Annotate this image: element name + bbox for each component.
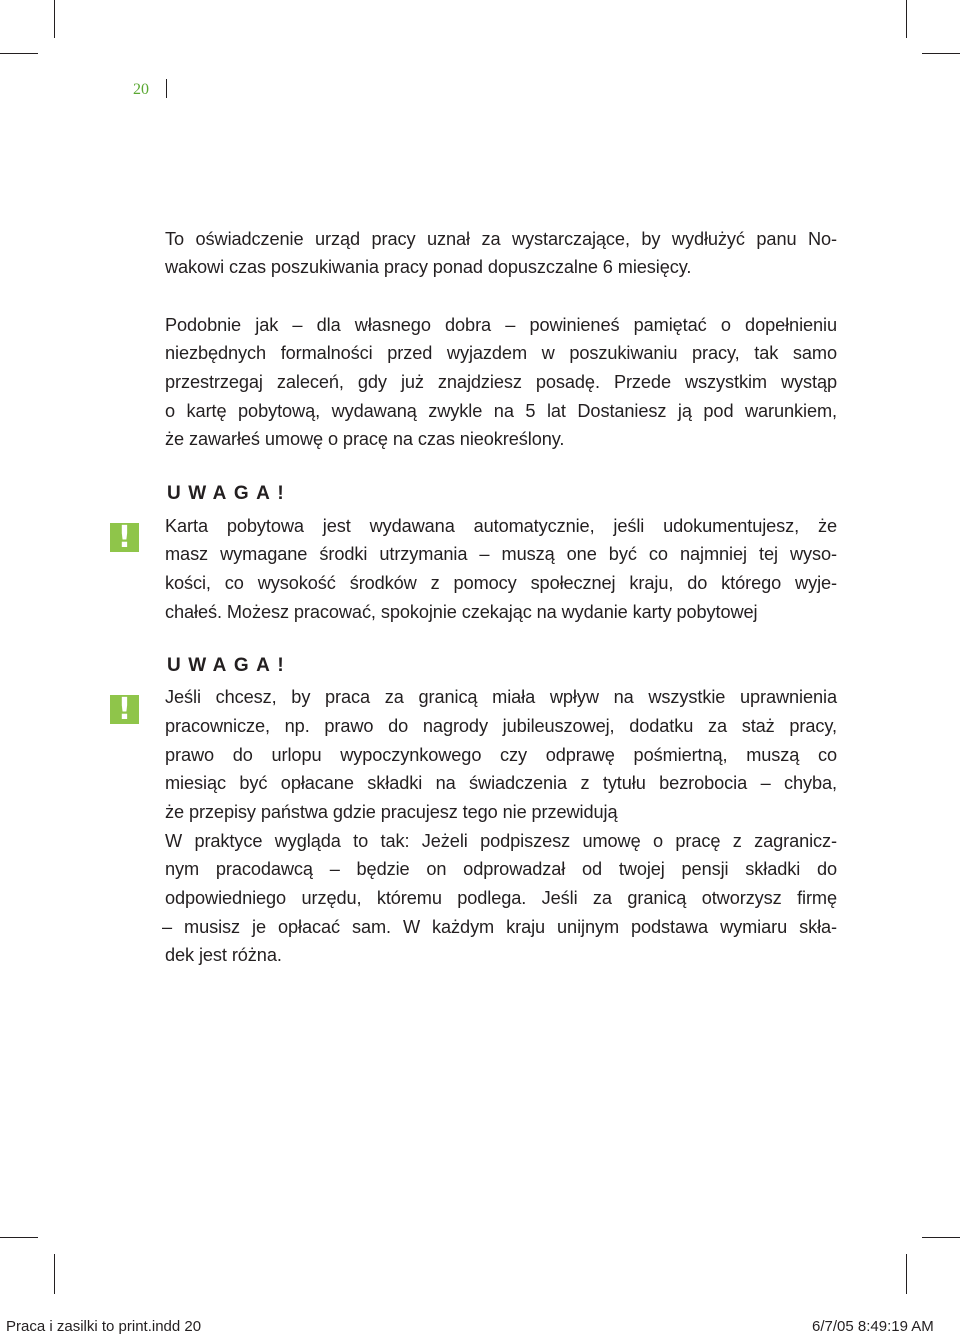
crop-mark-top-left bbox=[54, 0, 55, 38]
crop-mark-right-lower bbox=[922, 1237, 960, 1238]
crop-mark-top-right bbox=[906, 0, 907, 38]
page-number-rule bbox=[166, 79, 167, 98]
exclamation-icon: ! bbox=[110, 695, 139, 724]
warning-2-line: – musisz je opłacać sam. W każdym kraju unijnym podstawa wymiaru skła- bbox=[162, 917, 837, 937]
warning-1-line: kości, co wysokość środków z pomocy społecznej kraju, do którego wyje- bbox=[165, 573, 837, 593]
warning-2-line: pracownicze, np. prawo do nagrody jubileuszowej, dodatku za staż pracy, bbox=[165, 716, 837, 736]
warning-1-line: Karta pobytowa jest wydawana automatycznie, jeśli udokumentujesz, że bbox=[165, 516, 837, 536]
warning-2-line: że przepisy państwa gdzie pracujesz tego nie przewidują bbox=[165, 802, 618, 822]
footer-file-info: Praca i zasilki to print.indd 20 bbox=[6, 1318, 202, 1335]
warning-2-line: nym pracodawcą – będzie on odprowadzał od twojej pensji składki do bbox=[165, 859, 837, 879]
warning-1-line: chałeś. Możesz pracować, spokojnie czekając na wydanie karty pobytowej bbox=[165, 602, 758, 622]
paragraph-2-line: Podobnie jak – dla własnego dobra – powinieneś pamiętać o dopełnieniu bbox=[165, 315, 837, 335]
warning-2-line: W praktyce wygląda to tak: Jeżeli podpiszesz umowę o pracę z zagranicz- bbox=[165, 831, 837, 851]
paragraph-2-line: przestrzegaj zaleceń, gdy już znajdziesz posadę. Przede wszystkim wystąp bbox=[165, 372, 837, 392]
warning-heading: UWAGA! bbox=[167, 483, 292, 504]
warning-2-line: dek jest różna. bbox=[165, 945, 282, 965]
paragraph-2-line: że zawarłeś umowę o pracę na czas nieokreślony. bbox=[165, 429, 565, 449]
crop-mark-bottom-left bbox=[54, 1254, 55, 1294]
paragraph-2-line: niezbędnych formalności przed wyjazdem w poszukiwaniu pracy, tak samo bbox=[165, 343, 837, 363]
crop-mark-bottom-right bbox=[906, 1254, 907, 1294]
crop-mark-left-upper bbox=[0, 53, 38, 54]
warning-2-line: Jeśli chcesz, by praca za granicą miała wpływ na wszystkie uprawnienia bbox=[165, 687, 837, 707]
page-number: 20 bbox=[133, 81, 149, 98]
warning-2-line: miesiąc być opłacane składki na świadczenia z tytułu bezrobocia – chyba, bbox=[165, 773, 837, 793]
warning-2-line: odpowiedniego urzędu, któremu podlega. Jeśli za granicą otworzysz firmę bbox=[165, 888, 837, 908]
paragraph-1-line: To oświadczenie urząd pracy uznał za wystarczające, by wydłużyć panu No- bbox=[165, 229, 837, 249]
paragraph-1-line: wakowi czas poszukiwania pracy ponad dopuszczalne 6 miesięcy. bbox=[165, 257, 692, 277]
warning-1-line: masz wymagane środki utrzymania – muszą one być co najmniej tej wyso- bbox=[165, 544, 837, 564]
footer-timestamp: 6/7/05 8:49:19 AM bbox=[812, 1318, 934, 1335]
warning-2-line: prawo do urlopu wypoczynkowego czy odprawę pośmiertną, muszą co bbox=[165, 745, 837, 765]
paragraph-2-line: o kartę pobytową, wydawaną zwykle na 5 lat Dostaniesz ją pod warunkiem, bbox=[165, 401, 837, 421]
crop-mark-left-lower bbox=[0, 1237, 38, 1238]
exclamation-icon: ! bbox=[110, 523, 139, 552]
crop-mark-right-upper bbox=[922, 53, 960, 54]
warning-heading: UWAGA! bbox=[167, 655, 292, 676]
